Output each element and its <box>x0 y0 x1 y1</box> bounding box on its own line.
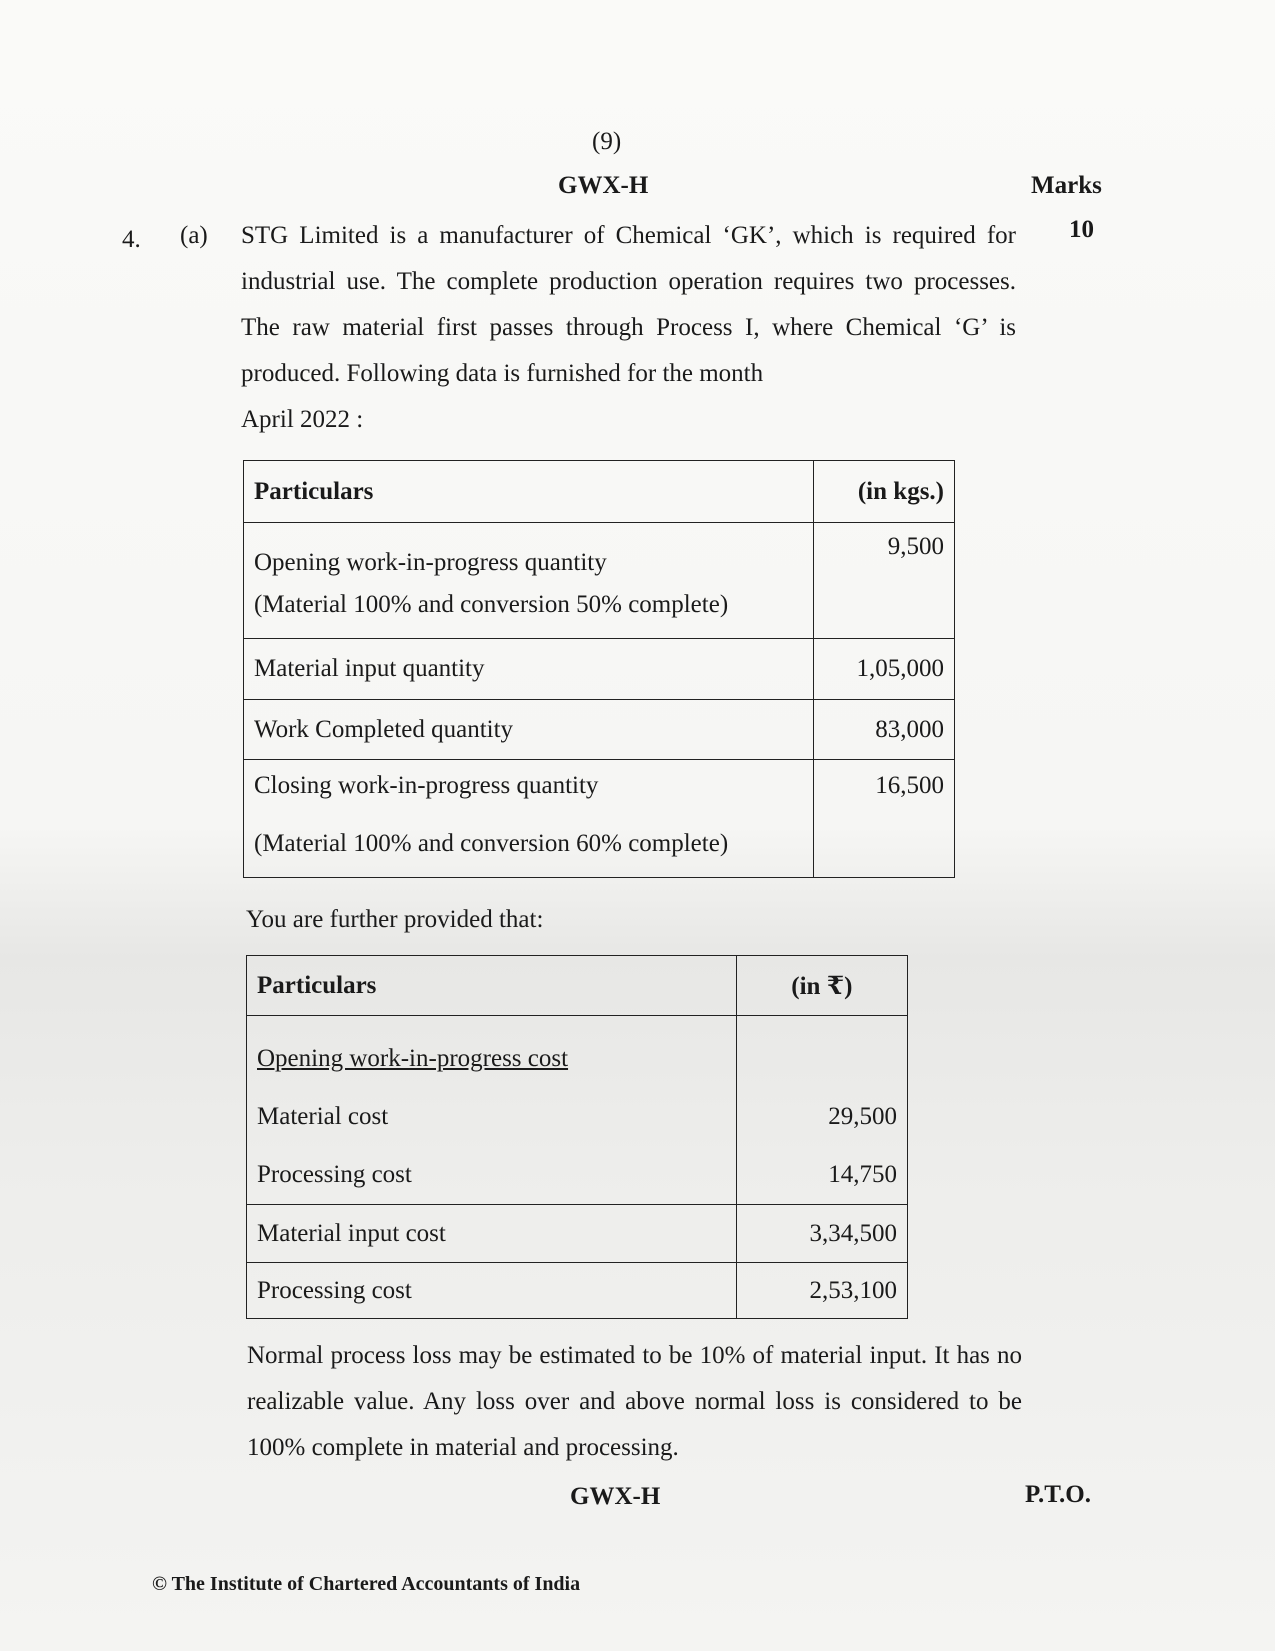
paper-code-header: GWX-H <box>558 172 649 199</box>
question-intro-text: STG Limited is a manufacturer of Chemical ‘GK’, which is required for industrial use. The complete production operation requires two processes. The raw material first passes through Process I, where Chemical ‘G’ is produced. Following data is furnished for the month <box>241 222 1016 387</box>
table2-header-particulars: Particulars <box>247 956 737 1016</box>
row-label: Work Completed quantity <box>244 700 814 760</box>
closing-paragraph: Normal process loss may be estimated to be 10% of material input. It has no realizable value. Any loss over and above normal loss is considered to be 100% complete in material and processing. <box>247 1342 1022 1461</box>
row-label-note: (Material 100% and conversion 50% complete) <box>254 591 729 618</box>
row-label: Processing cost <box>247 1263 737 1319</box>
marks-label: Marks <box>1031 172 1102 199</box>
row-label-note: (Material 100% and conversion 60% complete) <box>254 830 729 857</box>
cost-table <box>246 955 908 1319</box>
row-value: 14,750 <box>828 1161 897 1188</box>
row-value: 3,34,500 <box>736 1205 907 1263</box>
table-row <box>244 639 955 700</box>
paper-code-footer: GWX-H <box>570 1483 661 1510</box>
row-label: Material input cost <box>247 1205 737 1263</box>
group-title: Opening work-in-progress cost <box>257 1045 569 1072</box>
row-value: 9,500 <box>813 523 954 639</box>
question-number: 4. <box>122 226 141 253</box>
question-intro <box>241 213 1016 443</box>
table2-header-unit: (in ₹) <box>736 956 907 1016</box>
table1-header-unit: (in kgs.) <box>813 461 954 523</box>
table-row <box>244 523 955 639</box>
row-value: 1,05,000 <box>813 639 954 700</box>
row-label: Material input quantity <box>244 639 814 700</box>
table-row <box>244 700 955 760</box>
page-number: (9) <box>592 128 622 155</box>
table-row <box>247 1205 908 1263</box>
copyright-notice: © The Institute of Chartered Accountants of India <box>152 1573 581 1595</box>
row-value: 29,500 <box>828 1103 897 1130</box>
table1-header-particulars: Particulars <box>244 461 814 523</box>
table-row <box>247 1016 908 1205</box>
table-row <box>244 760 955 878</box>
pto-label: P.T.O. <box>1025 1481 1091 1508</box>
row-value: 2,53,100 <box>736 1263 907 1319</box>
row-label: Processing cost <box>257 1161 412 1188</box>
quantity-table <box>243 460 955 878</box>
further-provided-text: You are further provided that: <box>246 906 544 933</box>
row-label: Material cost <box>257 1103 389 1130</box>
question-intro-last: April 2022 : <box>241 406 364 433</box>
row-label: Opening work-in-progress quantity <box>254 549 607 576</box>
row-value: 83,000 <box>813 700 954 760</box>
question-part: (a) <box>180 222 208 249</box>
marks-value: 10 <box>1069 216 1094 243</box>
table-row <box>247 1263 908 1319</box>
row-value: 16,500 <box>813 760 954 878</box>
row-label: Closing work-in-progress quantity <box>254 772 599 799</box>
